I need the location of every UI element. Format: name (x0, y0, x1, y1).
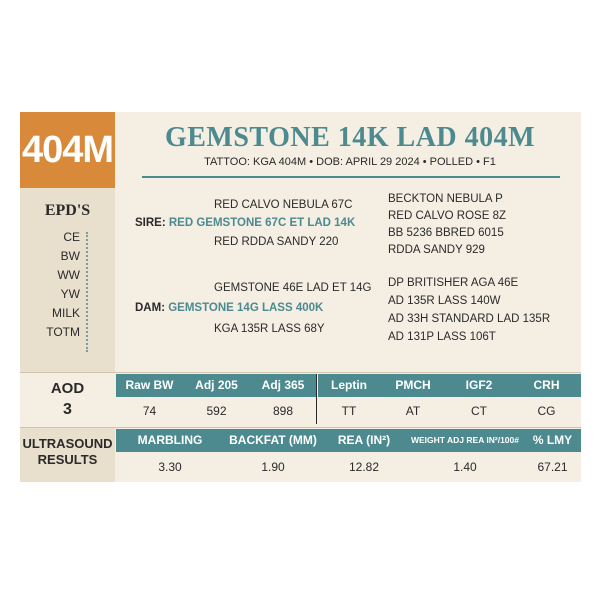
value-lmy: 67.21 (537, 460, 568, 474)
epd-bw: BW (60, 249, 80, 263)
header-igf2: IGF2 (465, 378, 493, 392)
value-marbling: 3.30 (158, 460, 182, 474)
animal-name: GEMSTONE 14K LAD 404M (164, 122, 536, 153)
aod-value: 3 (63, 401, 72, 418)
sire-sire-dam: RED CALVO ROSE 8Z (388, 210, 507, 222)
ultrasound-label-line1: ULTRASOUND (22, 436, 113, 451)
epd-totm: TOTM (46, 325, 80, 339)
value-adj-365: 898 (272, 404, 294, 418)
epd-yw: YW (60, 287, 80, 301)
ultrasound-label-line2: RESULTS (37, 452, 98, 467)
value-igf2: CT (471, 404, 487, 418)
value-pmch: AT (405, 404, 421, 418)
epd-list (20, 228, 80, 342)
dam-name: GEMSTONE 14G LASS 400K (168, 302, 324, 314)
value-raw-bw: 74 (142, 404, 157, 418)
header-weight-adj-rea: WEIGHT ADJ REA IN²/100# (410, 435, 519, 445)
sire-label: SIRE: (135, 217, 166, 229)
sire-line (135, 216, 355, 231)
header-rea: REA (IN²) (337, 433, 391, 447)
dam-dam-sire: AD 33H STANDARD LAD 135R (388, 313, 551, 325)
dam-label: DAM: (135, 302, 166, 314)
value-weight-adj-rea: 1.40 (453, 460, 477, 474)
header-backfat: BACKFAT (MM) (229, 433, 317, 447)
genetics-header (318, 374, 581, 397)
dam-sire-dam: AD 135R LASS 140W (388, 295, 501, 307)
epd-ce: CE (63, 230, 80, 244)
sire-dam-dam: RDDA SANDY 929 (388, 244, 485, 256)
header-adj-365: Adj 365 (261, 378, 305, 392)
header-crh: CRH (533, 378, 560, 392)
weights-header (116, 374, 316, 397)
row-divider (20, 372, 581, 373)
header-leptin: Leptin (331, 378, 367, 392)
header-raw-bw: Raw BW (125, 378, 174, 392)
sire-sire-sire: BECKTON NEBULA P (388, 193, 503, 205)
sire-dam: RED RDDA SANDY 220 (214, 236, 339, 248)
header-adj-205: Adj 205 (195, 378, 238, 392)
sire-name: RED GEMSTONE 67C ET LAD 14K (168, 217, 356, 229)
sire-sire: RED CALVO NEBULA 67C (214, 199, 353, 211)
header-lmy: % LMY (532, 433, 573, 447)
dam-dam: KGA 135R LASS 68Y (214, 323, 325, 335)
epds-title: EPD'S (44, 202, 91, 219)
epd-dotted-line (86, 232, 88, 352)
header-pmch: PMCH (395, 378, 431, 392)
epd-milk: MILK (51, 306, 80, 320)
table-separator (316, 374, 317, 424)
value-leptin: TT (341, 404, 357, 418)
header-marbling: MARBLING (137, 433, 203, 447)
ultrasound-header (116, 429, 581, 452)
title-divider (142, 176, 560, 178)
value-backfat: 1.90 (261, 460, 285, 474)
ultrasound-label (20, 436, 115, 468)
epd-ww: WW (57, 268, 80, 282)
dam-dam-dam: AD 131P LASS 106T (388, 331, 496, 343)
dam-sire-sire: DP BRITISHER AGA 46E (388, 277, 519, 289)
lot-number-badge: 404M (20, 112, 115, 188)
aod-label: AOD (50, 380, 85, 397)
value-rea: 12.82 (348, 460, 380, 474)
tattoo-line: TATTOO: KGA 404M • DOB: APRIL 29 2024 • POLLED • F1 (204, 156, 496, 168)
value-adj-205: 592 (206, 404, 227, 418)
sire-dam-sire: BB 5236 BBRED 6015 (388, 227, 504, 239)
value-crh: CG (537, 404, 556, 418)
dam-sire: GEMSTONE 46E LAD ET 14G (214, 282, 372, 294)
dam-line (135, 301, 323, 316)
